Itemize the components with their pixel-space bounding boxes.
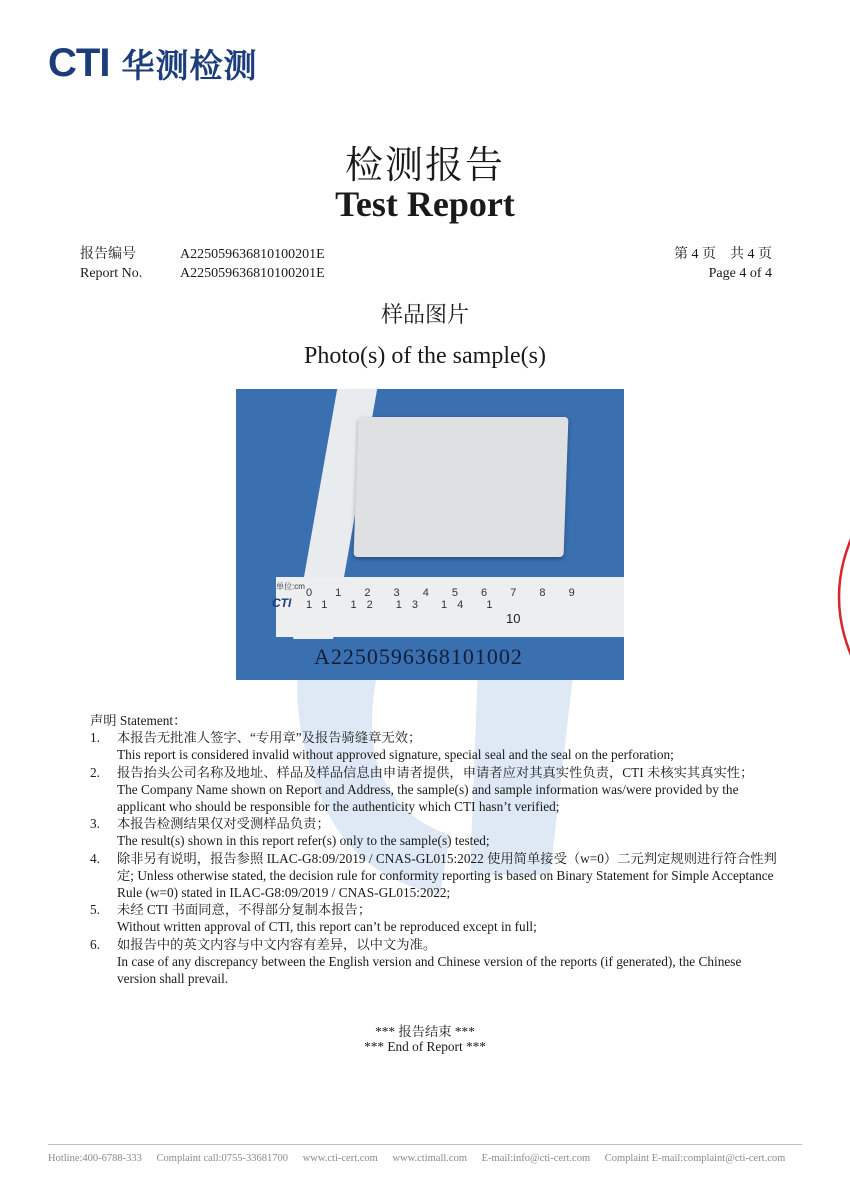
statement-item xyxy=(90,764,780,816)
statement-item-cn: 如报告中的英文内容与中文内容有差异，以中文为准。 xyxy=(117,936,437,952)
statement-item-cn: 本报告无批准人签字、“专用章”及报告骑缝章无效； xyxy=(117,730,422,746)
page-number-block xyxy=(674,245,772,283)
statement-item-num: 5. xyxy=(90,902,100,918)
statement-item-num: 1. xyxy=(90,730,100,746)
footer-complaint-call: Complaint call:0755-33681700 xyxy=(156,1153,289,1164)
statement-item-en: The result(s) shown in this report refer(s) only to the sample(s) tested; xyxy=(117,833,490,849)
statement-item-num: 2. xyxy=(90,764,100,780)
statement-item xyxy=(90,850,780,902)
sample-piece xyxy=(354,417,569,557)
statement-item-en: In case of any discrepancy between the English version and Chinese version of the reports (if generated), the Chinese version shall prevail. xyxy=(117,953,742,987)
statement-item-cn: 除非另有说明，报告参照 ILAC-G8:09/2019 / CNAS-GL015:2022 使用简单接受（w=0）二元判定规则进行符合性判定; Unless otherwise stated, the decision rule for conformity reporting is based on Binary Statement for Simple Acceptance Rule (w=0) stated in ILAC-G8:09/2019 / CNAS-GL015:2022; xyxy=(117,850,777,901)
report-no-label-en: Report No. xyxy=(80,266,143,281)
sample-code: A2250596368101002 xyxy=(314,644,523,669)
statement-item-en: This report is considered invalid without approved signature, special seal and the seal on the perforation; xyxy=(117,747,674,763)
report-no-value-2: A225059636810100201E xyxy=(180,266,325,281)
statement-item xyxy=(90,815,780,849)
statement-item-cn: 本报告检测结果仅对受测样品负责； xyxy=(117,816,330,832)
footer-hotline: Hotline:400-6788-333 xyxy=(48,1153,142,1164)
page-number-en: Page 4 of 4 xyxy=(708,266,772,281)
section-title-en: Photo(s) of the sample(s) xyxy=(304,343,546,369)
footer-email[interactable]: E-mail:info@cti-cert.com xyxy=(481,1153,591,1164)
ruler-unit: 单位:cm xyxy=(276,582,305,591)
logo-mark: CTI xyxy=(48,41,110,85)
report-number-block xyxy=(80,245,325,283)
section-title-cn: 样品图片 xyxy=(380,303,469,328)
end-of-report-en: *** End of Report *** xyxy=(364,1039,486,1054)
company-seal-stamp xyxy=(818,522,850,672)
statement-item xyxy=(90,901,780,935)
report-no-value-1: A225059636810100201E xyxy=(180,247,325,262)
statement-item-en: Without written approval of CTI, this report can’t be reproduced except in full; xyxy=(117,919,537,935)
statement-item-cn: 未经 CTI 书面同意，不得部分复制本报告； xyxy=(117,902,372,918)
statement-heading: 声明 Statement： xyxy=(90,713,187,728)
footer-complaint-email[interactable]: Complaint E-mail:complaint@cti-cert.com xyxy=(604,1153,786,1164)
title-en: Test Report xyxy=(335,184,515,224)
statement-item xyxy=(90,729,780,763)
statement-item-num: 3. xyxy=(90,816,100,832)
footer-contacts xyxy=(48,1153,808,1164)
ruler-brand: CTI xyxy=(272,596,292,610)
statement-item-en: The Company Name shown on Report and Address, the sample(s) and sample information was/were provided by the applicant who should be responsible for the authenticity which CTI hasn’t verified; xyxy=(117,781,739,815)
logo-name-cn: 华测检测 xyxy=(121,46,258,85)
footer-divider xyxy=(48,1144,802,1145)
page-number-cn: 第 4 页 共 4 页 xyxy=(674,247,772,262)
statement-block xyxy=(90,712,780,987)
statement-item-num: 6. xyxy=(90,936,100,952)
end-of-report-cn: *** 报告结束 *** xyxy=(375,1024,475,1039)
title-cn: 检测报告 xyxy=(344,143,505,187)
ruler-ticks: 0 1 2 3 4 5 6 7 8 9 11 12 13 14 1 xyxy=(306,587,585,611)
sample-photo xyxy=(236,389,624,680)
ruler-ten: 10 xyxy=(506,611,521,626)
statement-item-cn: 报告抬头公司名称及地址、样品及样品信息由申请者提供，申请者应对其真实性负责，CTI 未核实其真实性； xyxy=(117,764,754,780)
company-logo xyxy=(48,40,257,87)
statement-item xyxy=(90,936,780,988)
report-no-label-cn: 报告编号 xyxy=(80,247,136,262)
footer-website-1[interactable]: www.cti-cert.com xyxy=(302,1153,378,1164)
footer-website-2[interactable]: www.ctimall.com xyxy=(392,1153,467,1164)
statement-item-num: 4. xyxy=(90,850,100,866)
